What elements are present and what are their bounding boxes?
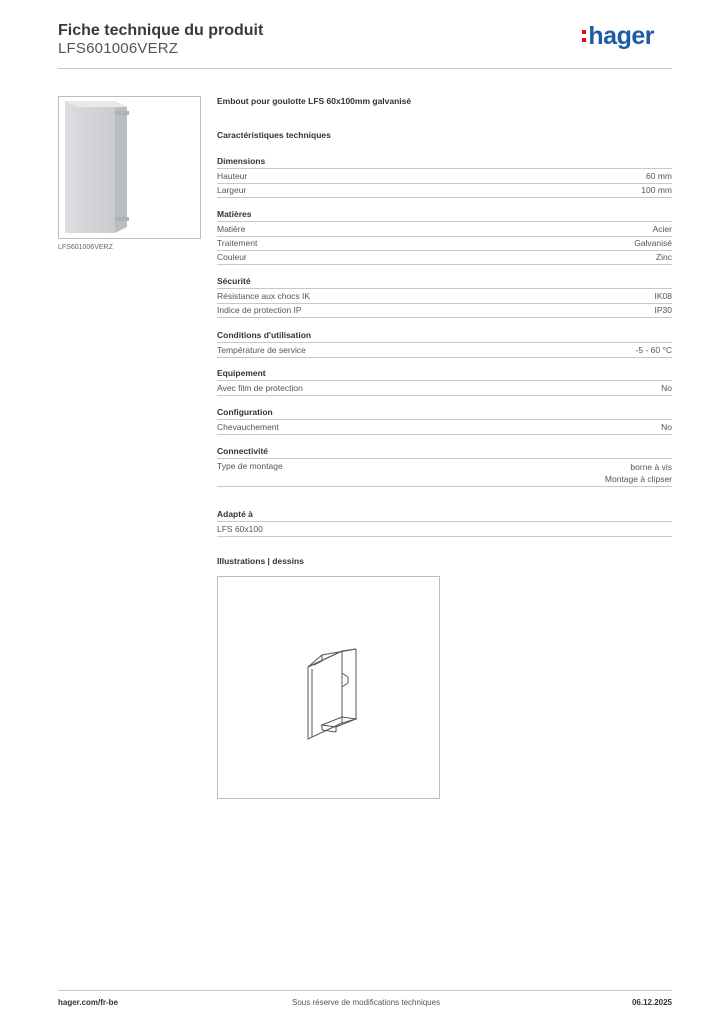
section-title-equipement: Equipement: [217, 368, 672, 381]
section-title-matieres: Matières: [217, 209, 672, 222]
illustration-drawing: [217, 576, 440, 799]
product-photo-icon: [59, 97, 200, 238]
footer-date: 06.12.2025: [631, 998, 672, 1007]
spec-row: [217, 344, 672, 358]
spec-row: [217, 223, 672, 237]
logo-text: hager: [588, 22, 654, 50]
characteristics-title: Caractéristiques techniques: [217, 130, 331, 140]
section-title-illustrations: Illustrations | dessins: [217, 556, 304, 566]
spec-value-line: borne à vis: [630, 462, 672, 472]
section-title-dimensions: Dimensions: [217, 156, 672, 169]
spec-value: [605, 461, 672, 485]
spec-value: Acier: [652, 224, 672, 234]
spec-value: IP30: [654, 305, 672, 315]
product-code: LFS601006VERZ: [58, 40, 179, 57]
thumbnail-caption: LFS601006VERZ: [58, 244, 113, 251]
footer-divider: [58, 990, 672, 991]
spec-row: [217, 304, 672, 318]
product-thumbnail: [58, 96, 201, 239]
spec-value: -5 - 60 °C: [635, 345, 672, 355]
spec-label: Avec film de protection: [217, 383, 303, 393]
spec-value: No: [661, 422, 672, 432]
spec-label: Traitement: [217, 238, 258, 248]
product-description: Embout pour goulotte LFS 60x100mm galvanisé: [217, 96, 412, 106]
spec-row: [217, 421, 672, 435]
section-title-securite: Sécurité: [217, 276, 672, 289]
header-divider: [58, 68, 672, 69]
section-title-adapte: Adapté à: [217, 509, 672, 522]
line-drawing-icon: [218, 577, 439, 798]
footer-note: Sous réserve de modifications techniques: [292, 998, 441, 1007]
spec-value: Zinc: [655, 252, 672, 262]
spec-label: Type de montage: [217, 461, 283, 471]
spec-row: [217, 170, 672, 184]
spec-value: IK08: [654, 291, 672, 301]
spec-row: [217, 460, 672, 487]
spec-label: LFS 60x100: [217, 524, 263, 534]
spec-row: [217, 251, 672, 265]
spec-value: 60 mm: [646, 171, 672, 181]
section-title-conditions: Conditions d'utilisation: [217, 330, 672, 343]
footer-website: hager.com/fr-be: [58, 998, 119, 1007]
spec-row: [217, 184, 672, 198]
spec-label: Hauteur: [217, 171, 248, 181]
spec-row: [217, 523, 672, 537]
hager-logo: [582, 22, 654, 51]
spec-row: [217, 237, 672, 251]
spec-label: Température de service: [217, 345, 306, 355]
spec-label: Résistance aux chocs IK: [217, 291, 311, 301]
section-title-connectivite: Connectivité: [217, 446, 672, 459]
spec-label: Chevauchement: [217, 422, 279, 432]
page-title: Fiche technique du produit: [58, 22, 264, 39]
spec-value-line: Montage à clipser: [604, 474, 672, 484]
document-header: [58, 22, 672, 70]
spec-value: No: [661, 383, 672, 393]
spec-label: Matière: [217, 224, 246, 234]
logo-dots-icon: [582, 30, 586, 44]
spec-value: 100 mm: [641, 185, 672, 195]
spec-label: Indice de protection IP: [217, 305, 302, 315]
spec-row: [217, 290, 672, 304]
section-title-configuration: Configuration: [217, 407, 672, 420]
spec-label: Couleur: [217, 252, 247, 262]
spec-label: Largeur: [217, 185, 247, 195]
spec-row: [217, 382, 672, 396]
spec-value: Galvanisé: [634, 238, 672, 248]
